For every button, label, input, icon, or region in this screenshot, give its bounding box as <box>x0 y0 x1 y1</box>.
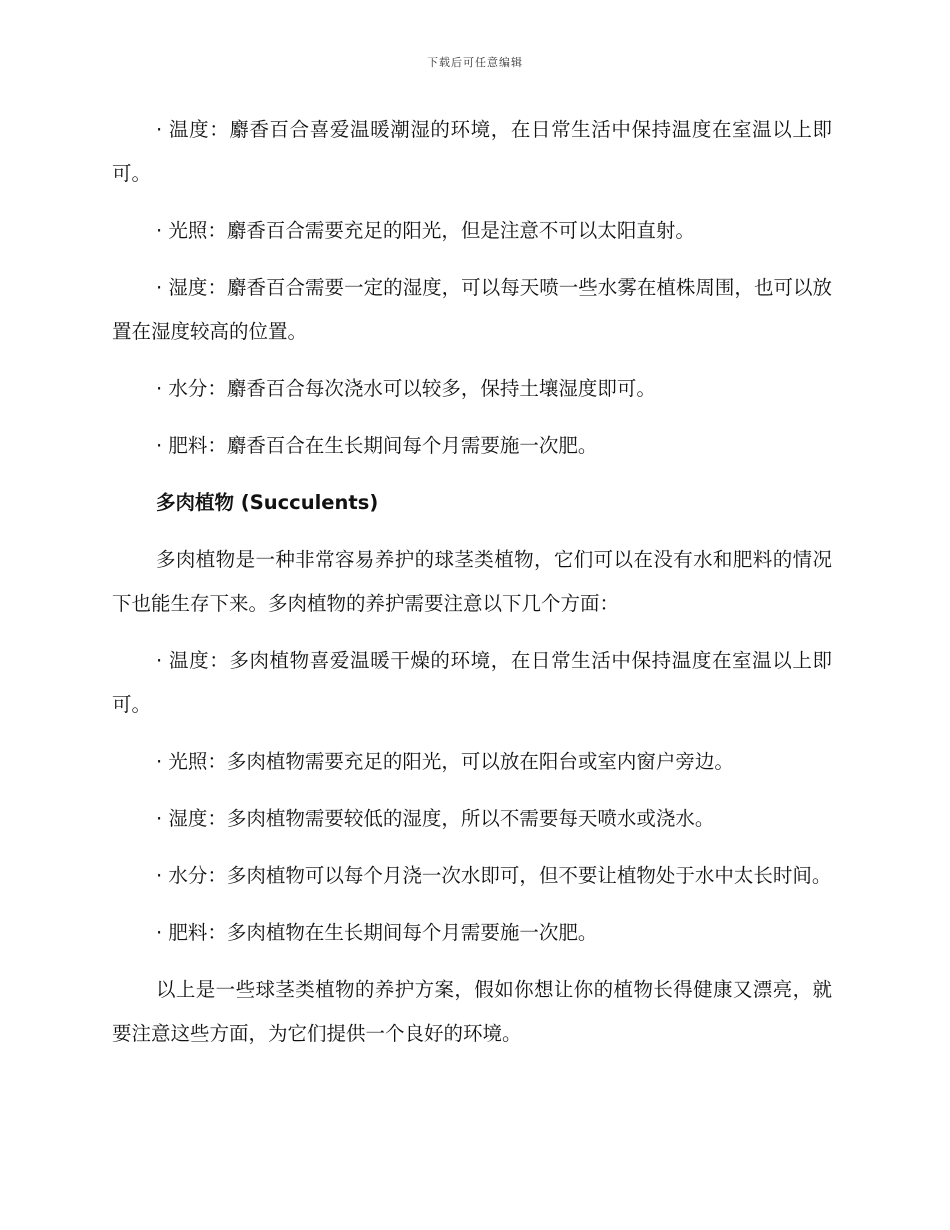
lily-fertilizer-item: · 肥料：麝香百合在生长期间每个月需要施一次肥。 <box>156 434 598 457</box>
succulents-heading: 多肉植物 (Succulents) <box>156 491 379 514</box>
succulents-intro: 多肉植物是一种非常容易养护的球茎类植物，它们可以在没有水和肥料的情况下也能生存下来。多肉植物的养护需要注意以下几个方面： <box>112 548 832 615</box>
document-body <box>112 108 832 1069</box>
lily-temperature-item: · 温度：麝香百合喜爱温暖潮湿的环境，在日常生活中保持温度在室温以上即可。 <box>112 118 832 185</box>
page-header: 下载后可任意编辑 <box>427 56 523 69</box>
succulents-light-item: · 光照：多肉植物需要充足的阳光，可以放在阳台或室内窗户旁边。 <box>156 750 734 773</box>
succulents-temperature-item: · 温度：多肉植物喜爱温暖干燥的环境，在日常生活中保持温度在室温以上即可。 <box>112 649 832 716</box>
succulents-water-item: · 水分：多肉植物可以每个月浇一次水即可，但不要让植物处于水中太长时间。 <box>156 864 832 887</box>
succulents-humidity-item: · 湿度：多肉植物需要较低的湿度，所以不需要每天喷水或浇水。 <box>156 807 715 830</box>
succulents-fertilizer-item: · 肥料：多肉植物在生长期间每个月需要施一次肥。 <box>156 921 598 944</box>
lily-light-item: · 光照：麝香百合需要充足的阳光，但是注意不可以太阳直射。 <box>156 219 695 242</box>
conclusion-paragraph: 以上是一些球茎类植物的养护方案，假如你想让你的植物长得健康又漂亮，就要注意这些方面，为它们提供一个良好的环境。 <box>112 978 832 1045</box>
lily-water-item: · 水分：麝香百合每次浇水可以较多，保持土壤湿度即可。 <box>156 377 656 400</box>
lily-humidity-item: · 湿度：麝香百合需要一定的湿度，可以每天喷一些水雾在植株周围，也可以放置在湿度较高的位置。 <box>112 276 832 343</box>
